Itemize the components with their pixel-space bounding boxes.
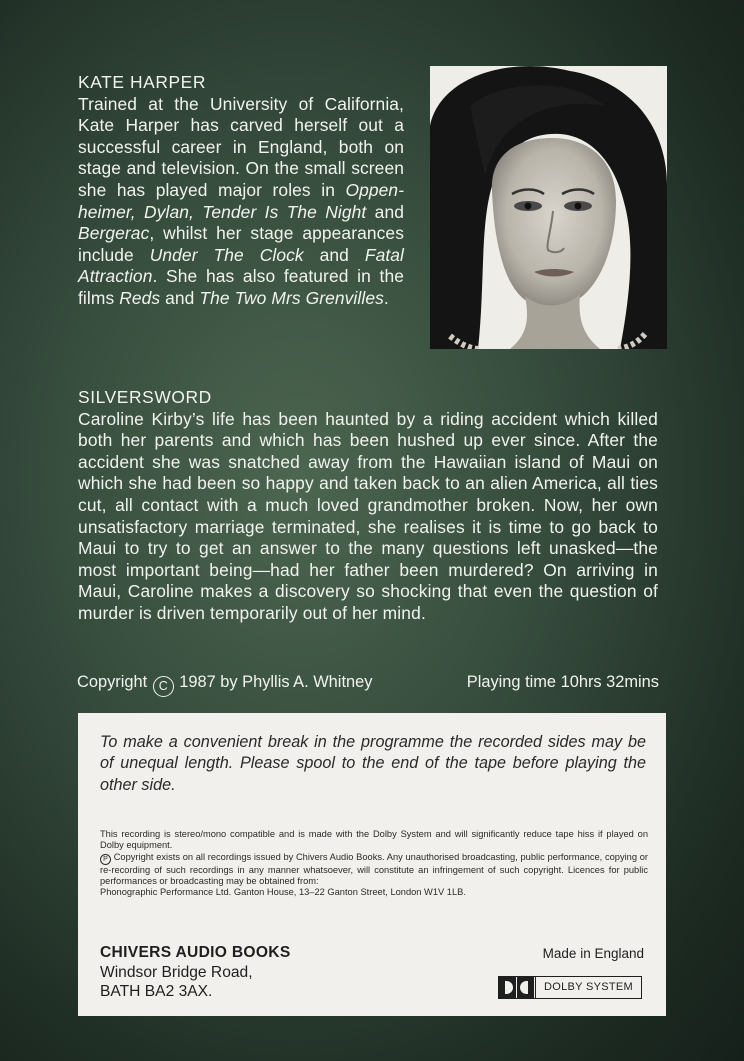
synopsis-text: Caroline Kirby’s life has been haunted by a riding accident which killed both her parents and which has been hushed up ever since. After the accident she was snatched away from the Hawaiian island of Maui on which she had been so happy and taken back to an alien America, all ties cut, all contact with a much loved grandmother broken. Now, her own unsatisfactory marriage terminated, she realises it is time to go back to Maui to try to get an answer to the many questions left unasked—the most important being—had her father been murdered? On arriving in Maui, Caroline makes a discovery so shocking that even the question of murder is driven temporarily out of her mind. — [78, 408, 658, 623]
made-in-label: Made in England — [542, 946, 644, 961]
ppl-address: Phonographic Performance Ltd. Ganton House, 13–22 Ganton Street, London W1V 1LB. — [100, 887, 466, 898]
bio-text: and — [160, 287, 200, 308]
bio-title: Fatal Attraction — [78, 244, 405, 287]
bio-title: Under The Clock — [149, 244, 304, 265]
copyright-icon: C — [153, 676, 174, 697]
credit-line — [77, 672, 659, 697]
playing-time: Playing time 10hrs 32mins — [466, 673, 659, 691]
book-synopsis — [78, 387, 658, 625]
bio-text: . She has also featured in the films — [78, 266, 404, 308]
publisher-name: CHIVERS AUDIO BOOKS — [100, 944, 291, 961]
spool-note: To make a convenient break in the programme the recorded sides may be of unequal length. Please spool to the end of the tape before playing the other side. — [100, 733, 646, 794]
bio-title: Bergerac — [78, 223, 150, 244]
double-d-icon — [499, 977, 535, 998]
legal-notice — [100, 829, 648, 898]
info-panel — [78, 713, 666, 1016]
portrait-image — [430, 66, 667, 349]
phonogram-icon: P — [100, 854, 111, 865]
copyright-prefix: Copyright — [77, 673, 148, 691]
book-heading: SILVERSWORD — [78, 387, 212, 407]
publisher-block — [100, 943, 291, 1002]
dolby-logo — [498, 976, 642, 999]
bio-title: The Two Mrs Grenvilles — [199, 287, 384, 308]
copyright-notice — [100, 852, 648, 888]
copyright-text: 1987 by Phyllis A. Whitney — [179, 673, 373, 691]
bio-text: Trained at the University of California, Kate Harper has carved herself out a successful career in England, both on stage and television. On the small screen she has played major roles in — [78, 93, 404, 200]
bio-text: . — [383, 287, 389, 308]
dolby-notice: This recording is stereo/mono compatible and is made with the Dolby System and will significantly reduce tape hiss if played on Dolby equipment. — [100, 829, 648, 851]
narrator-bio — [78, 72, 404, 310]
dolby-label: DOLBY SYSTEM — [535, 977, 641, 998]
copyright-notice-text: Copyright exists on all recordings issued by Chivers Audio Books. Any unauthorised broadcasting, public performance, copying or re-recording of such recordings in any manner whatsoever, will constitute an infringement of such copyright. Licences for public performances or broadcasting may be obtained from: — [100, 851, 648, 886]
publisher-address-1: Windsor Bridge Road, — [100, 963, 253, 981]
bio-text: , whilst her stage appearances include — [78, 223, 404, 265]
copyright-line — [77, 672, 372, 697]
publisher-address-2: BATH BA2 3AX. — [100, 983, 213, 1000]
bio-title: Oppenheimer, Dylan, Tender Is The Night — [78, 179, 404, 222]
narrator-bio-text — [78, 94, 404, 308]
narrator-heading: KATE HARPER — [78, 72, 207, 92]
narrator-portrait — [430, 66, 667, 349]
bio-title: Reds — [119, 287, 161, 308]
bio-text: and — [303, 244, 365, 265]
bio-text: and — [366, 201, 404, 222]
